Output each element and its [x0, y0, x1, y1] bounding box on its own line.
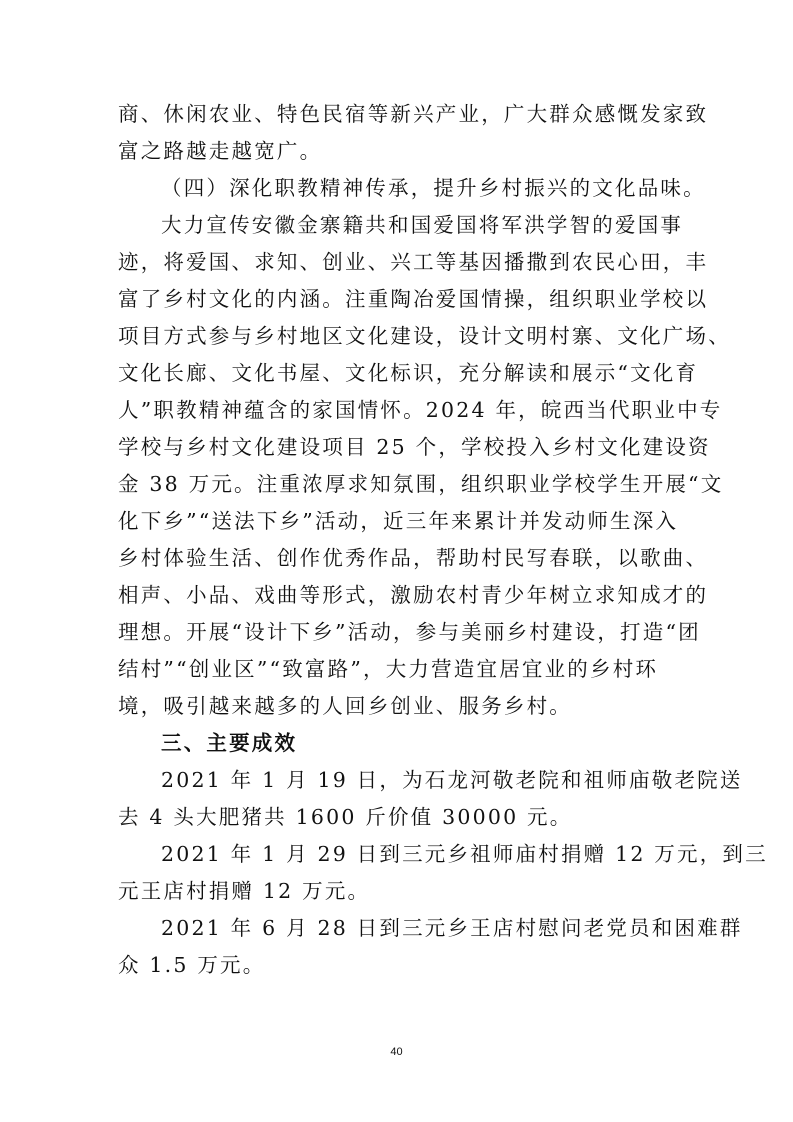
paragraph-line: 元王店村捐赠 12 万元。 — [118, 879, 371, 903]
section-subheading: （四）深化职教精神传承，提升乡村振兴的文化品味。 — [161, 176, 706, 200]
paragraph-line: 金 38 万元。注重浓厚求知氛围，组织职业学校学生开展“文 — [118, 472, 724, 496]
paragraph-line: 相声、小品、戏曲等形式，激励农村青少年树立求知成才的 — [118, 583, 709, 607]
paragraph-line: 大力宣传安徽金寨籍共和国爱国将军洪学智的爱国事 — [161, 213, 684, 237]
paragraph-line: 学校与乡村文化建设项目 25 个，学校投入乡村文化建设资 — [118, 435, 711, 459]
paragraph-line: 富了乡村文化的内涵。注重陶冶爱国情操，组织职业学校以 — [118, 287, 709, 311]
paragraph-line: 2021 年 1 月 19 日，为石龙河敬老院和祖师庙敬老院送 — [161, 768, 743, 792]
paragraph-line: 文化长廊、文化书屋、文化标识，充分解读和展示“文化育 — [118, 361, 699, 385]
paragraph-line: 项目方式参与乡村地区文化建设，设计文明村寨、文化广场、 — [118, 324, 731, 348]
paragraph-line: 2021 年 6 月 28 日到三元乡王店村慰问老党员和困难群 — [161, 916, 743, 940]
paragraph-line: 结村”“创业区”“致富路”，大力营造宜居宜业的乡村环 — [118, 657, 659, 681]
page-number: 40 — [390, 1046, 403, 1058]
paragraph-line: 人”职教精神蕴含的家国情怀。2024 年，皖西当代职业中专 — [118, 398, 723, 422]
paragraph-line: 2021 年 1 月 29 日到三元乡祖师庙村捐赠 12 万元，到三 — [161, 842, 768, 866]
paragraph-line: 众 1.5 万元。 — [118, 953, 266, 977]
paragraph-line: 理想。开展“设计下乡”活动，参与美丽乡村建设，打造“团 — [118, 620, 701, 644]
paragraph-line: 富之路越走越宽广。 — [118, 139, 323, 163]
paragraph-line: 乡村体验生活、创作优秀作品，帮助村民写春联，以歌曲、 — [118, 546, 709, 570]
paragraph-line: 商、休闲农业、特色民宿等新兴产业，广大群众感慨发家致 — [118, 102, 709, 126]
paragraph-line: 去 4 头大肥猪共 1600 斤价值 30000 元。 — [118, 805, 573, 829]
section-heading: 三、主要成效 — [161, 731, 298, 755]
paragraph-line: 境，吸引越来越多的人回乡创业、服务乡村。 — [118, 694, 572, 718]
document-body — [118, 96, 768, 984]
paragraph-line: 迹，将爱国、求知、创业、兴工等基因播撒到农民心田，丰 — [118, 250, 709, 274]
paragraph-line: 化下乡”“送法下乡”活动，近三年来累计并发动师生深入 — [118, 509, 679, 533]
